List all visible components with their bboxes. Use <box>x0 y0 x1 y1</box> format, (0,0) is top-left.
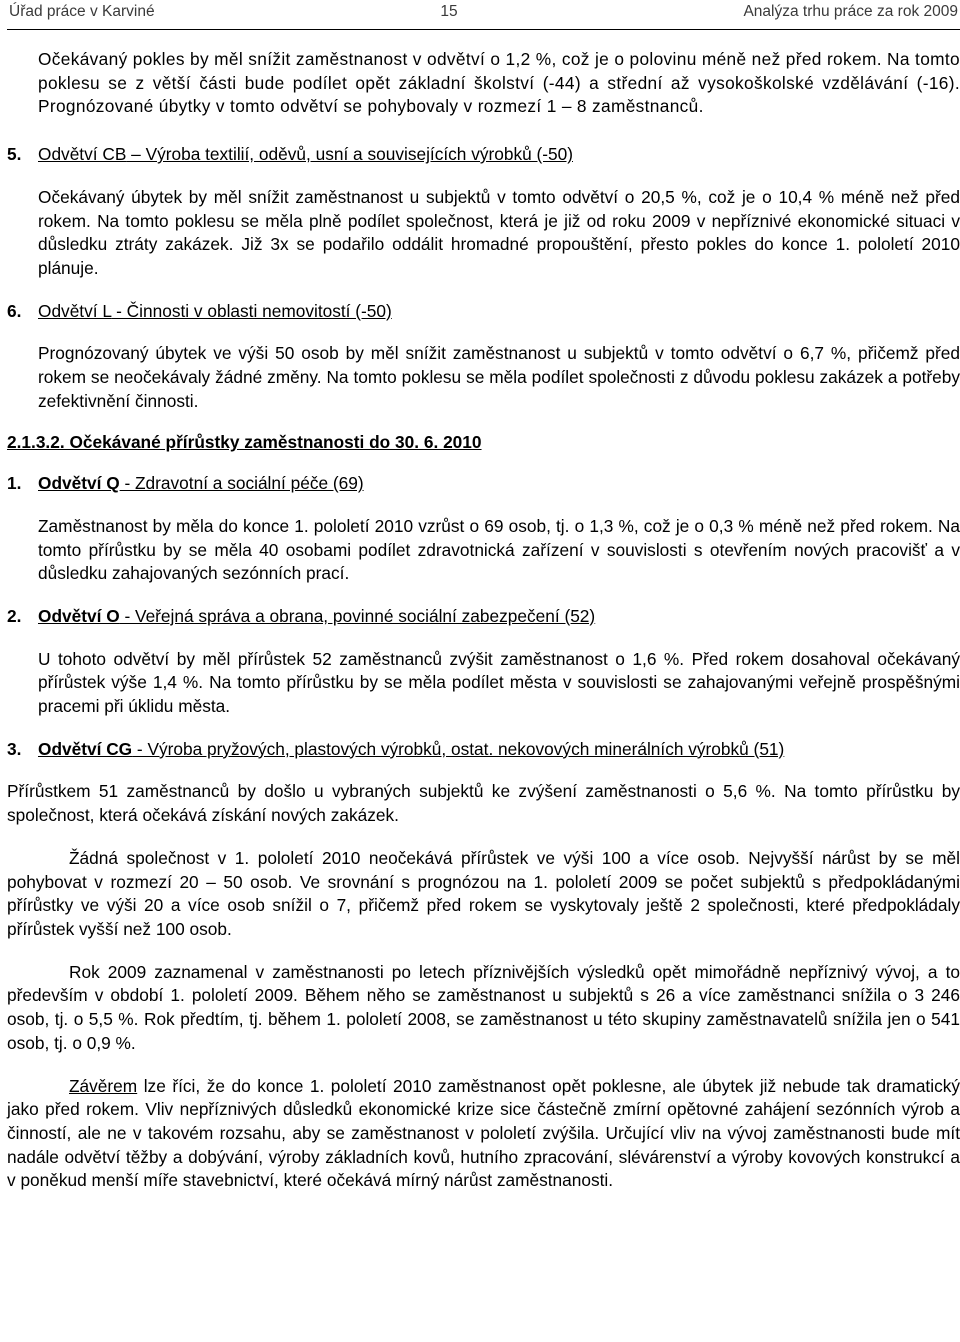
heading-label: Odvětví L <box>38 300 112 321</box>
heading-number: 2. <box>7 605 22 626</box>
header-report-title: Analýza trhu práce za rok 2009 <box>743 3 958 21</box>
conclusion-text: lze říci, že do konce 1. pololetí 2010 zaměstnanost opět poklesne, ale úbytek již nebude tak dramatický jako před rokem. Vliv nepříznivých důsledků ekonomické krize sice částečně zmírní opětovné zahájení sezónních výrob a činností, ale ne v takovém rozsahu, aby se zaměstnanost v pololetí zvýšila. Určující vliv na vývoj zaměstnanosti bude mít nadále odvětví těžby a dobývání, výroby základních kovů, hutního zpracování, slévárenství a výroby kovových konstrukcí a v poněkud menší míře stavebnictví, které očekává mírný nárůst zaměstnanosti. <box>7 1075 960 1191</box>
heading-increase-3 <box>7 738 960 762</box>
heading-title: - Veřejná správa a obrana, povinné sociální zabezpečení (52) <box>119 605 596 626</box>
heading-label: Odvětví O <box>38 605 120 626</box>
heading-increase-2 <box>7 605 960 629</box>
conclusion-paragraph <box>7 1075 960 1194</box>
heading-title: - Výroba pryžových, plastových výrobků, ostat. nekovových minerálních výrobků (51) <box>132 738 785 759</box>
heading-number: 1. <box>7 473 22 494</box>
header-office: Úřad práce v Karviné <box>9 3 155 21</box>
heading-section-6 <box>7 300 960 324</box>
paragraph-no-large-increases: Žádná společnost v 1. pololetí 2010 neočekává přírůstek ve výši 100 a více osob. Nejvyšší nárůst by se měl pohybovat v rozmezí 20 – 50 osob. Ve srovnání s prognózou na 1. pololetí 2009 se počet subjektů s předpokládanými přírůstky ve výši 20 a více osob snížil o 7, přičemž před rokem se vyskytovaly ještě 2 společnosti, které předpokládaly přírůstek vyšší než 100 osob. <box>7 847 960 939</box>
section-heading-increases: 2.1.3.2. Očekávané přírůstky zaměstnanosti do 30. 6. 2010 <box>7 432 482 453</box>
heading-title: - Zdravotní a sociální péče (69) <box>119 473 364 494</box>
intro-paragraph: Očekávaný pokles by měl snížit zaměstnanost v odvětví o 1,2 %, což je o polovinu méně než před rokem. Na tomto poklesu se z větší části bude podílet opět základní školství (-44) a střední až vysokoškolské vzdělávání (-16). Prognózované úbytky v tomto odvětví se pohybovaly v rozmezí 1 – 8 zaměstnanců. <box>38 49 960 117</box>
page-header <box>7 3 960 30</box>
document-page <box>7 0 960 1193</box>
increase-1-text: Zaměstnanost by měla do konce 1. pololetí 2010 vzrůst o 69 osob, tj. o 1,3 %, což je o 0,3 % méně než před rokem. Na tomto přírůstku by se měla 40 osobami podílet zdravotnická zařízení v souvislosti s otevřením nových pracovišť a v důsledku zahajovaných sezónních prací. <box>38 515 960 584</box>
heading-label: Odvětví Q <box>38 473 120 494</box>
paragraph-year-2009: Rok 2009 zaznamenal v zaměstnanosti po letech příznivějších výsledků opět mimořádně nepříznivý vývoj, a to především v období 1. pololetí 2009. Během něho se zaměstnanost u subjektů s 26 a více zaměstnanci snížila o 3 246 osob, tj. o 5,5 %. Rok předtím, tj. během 1. pololetí 2008, se zaměstnanost u této skupiny zaměstnavatelů snížila jen o 541 osob, tj. o 0,9 %. <box>7 961 960 1053</box>
heading-section-5 <box>7 143 960 167</box>
increase-3-text: Přírůstkem 51 zaměstnanců by došlo u vybraných subjektů ke zvýšení zaměstnanosti o 5,6 %. Na tomto přírůstku by společnost, která očekává získání nových zakázek. <box>7 781 960 826</box>
heading-number: 3. <box>7 738 22 759</box>
heading-label: Odvětví CB <box>38 144 127 165</box>
heading-number: 6. <box>7 300 22 321</box>
heading-number: 5. <box>7 144 22 165</box>
page-number: 15 <box>440 3 458 21</box>
section-5-text: Očekávaný úbytek by měl snížit zaměstnanost u subjektů v tomto odvětví o 20,5 %, což je o 10,4 % méně než před rokem. Na tomto poklesu se měla plně podílet společnost, která je již od roku 2009 v nepříznivé ekonomické situaci v důsledku ztráty zakázek. Již 3x se podařilo oddálit hromadné propouštění, přesto pokles do konce 1. pololetí 2010 plánuje. <box>38 186 960 278</box>
heading-label: Odvětví CG <box>38 738 133 759</box>
increase-2-text: U tohoto odvětví by měl přírůstek 52 zaměstnanců zvýšit zaměstnanost o 1,6 %. Před rokem dosahoval očekávaný přírůstek výše 1,4 %. Na tomto přírůstku by se měla podílet města v souvislosti se zahajovanými veřejně prospěšnými pracemi při úklidu města. <box>38 648 960 717</box>
section-6-text: Prognózovaný úbytek ve výši 50 osob by měl snížit zaměstnanost u subjektů v tomto odvětví o 6,7 %, přičemž před rokem se neočekávaly žádné změny. Na tomto poklesu se měla podílet společnosti z důvodu poklesu zakázek a potřeby zefektivnění činnosti. <box>38 343 960 411</box>
heading-title: – Výroba textilií, oděvů, usní a souvisejících výrobků (-50) <box>126 144 573 165</box>
heading-title: - Činnosti v oblasti nemovitostí (-50) <box>111 300 392 321</box>
conclusion-label: Závěrem <box>69 1075 138 1096</box>
heading-increase-1 <box>7 472 960 496</box>
